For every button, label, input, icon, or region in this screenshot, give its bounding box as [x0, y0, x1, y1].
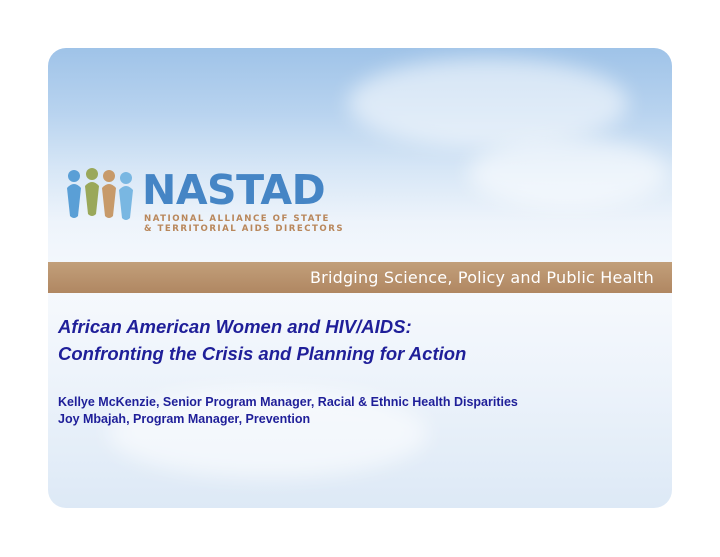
- slide: [48, 48, 672, 508]
- tagline-band: [48, 262, 672, 293]
- logo-subtitle-line1: NATIONAL ALLIANCE OF STATE: [144, 214, 330, 224]
- slide-title-line2: Confronting the Crisis and Planning for Action: [58, 343, 467, 364]
- logo-subtitle-line2: & TERRITORIAL AIDS DIRECTORS: [144, 224, 345, 234]
- nastad-logo: [64, 166, 345, 236]
- cloud-decoration: [468, 138, 668, 208]
- tagline: Bridging Science, Policy and Public Health: [309, 268, 654, 287]
- presenter-2: Joy Mbajah, Program Manager, Prevention: [58, 412, 311, 426]
- cloud-decoration: [348, 58, 628, 148]
- logo-wordmark: NASTAD: [142, 166, 326, 214]
- presenter-1: Kellye McKenzie, Senior Program Manager, Racial & Ethnic Health Disparities: [58, 395, 518, 409]
- people-figures-icon: [64, 166, 140, 224]
- slide-title-line1: African American Women and HIV/AIDS:: [58, 316, 412, 337]
